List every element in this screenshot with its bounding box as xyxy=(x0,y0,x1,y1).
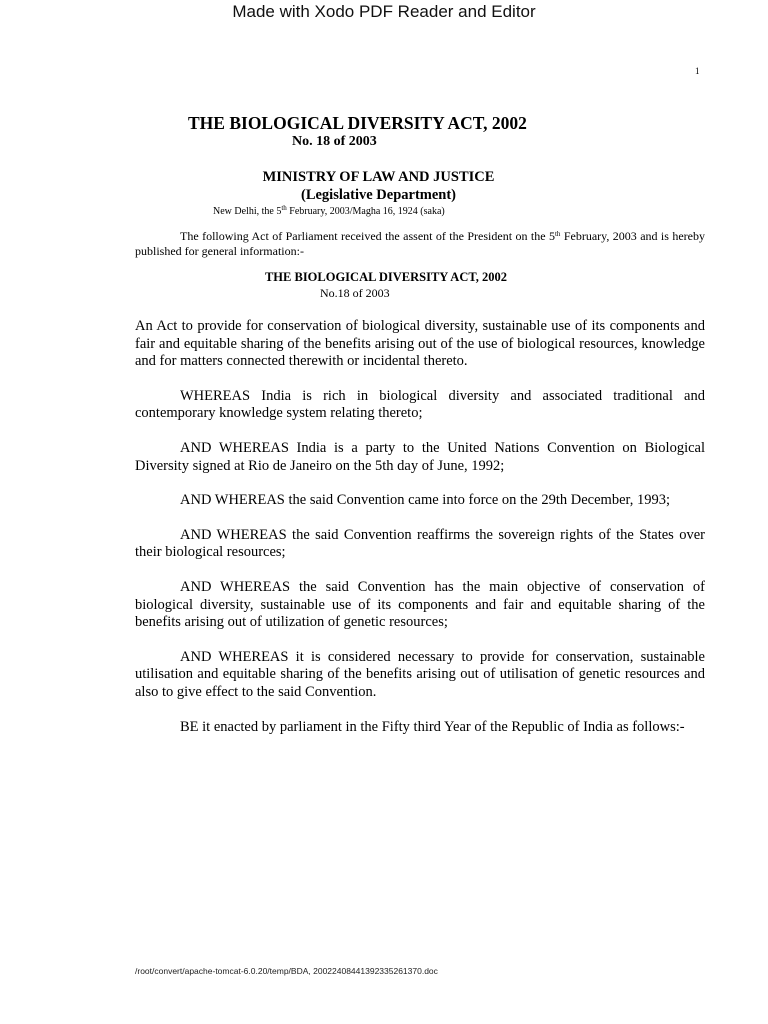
whereas-paragraph: AND WHEREAS the said Convention reaffirms the sovereign rights of the States over their biological resources; xyxy=(135,526,705,561)
dateline-sup: th xyxy=(281,204,287,212)
whereas-paragraph: AND WHEREAS it is considered necessary to provide for conservation, sustainable utilisation and equitable sharing of the benefits arising out of utilisation of genetic resources and also to give effect to the said Convention. xyxy=(135,648,705,700)
act-number: No. 18 of 2003 xyxy=(292,134,377,149)
dateline xyxy=(213,204,445,217)
intro-post: February, 2003 and is hereby published for general information:- xyxy=(135,229,705,258)
act-body xyxy=(135,318,705,753)
whereas-paragraph: AND WHEREAS the said Convention came into force on the 29th December, 1993; xyxy=(180,492,671,509)
department-heading: (Legislative Department) xyxy=(300,187,457,203)
page-number: 1 xyxy=(695,66,700,76)
intro-paragraph xyxy=(135,227,705,259)
ministry-heading: MINISTRY OF LAW AND JUSTICE xyxy=(262,169,495,185)
intro-pre: The following Act of Parliament received the assent of the President on the 5 xyxy=(180,229,555,243)
whereas-paragraph: AND WHEREAS India is a party to the United Nations Convention on Biological Diversity signed at Rio de Janeiro on the 5th day of June, 1992; xyxy=(135,439,705,474)
act-heading-title: THE BIOLOGICAL DIVERSITY ACT, 2002 xyxy=(264,270,508,284)
intro-sup: th xyxy=(554,230,561,238)
whereas-paragraph: AND WHEREAS the said Convention has the main objective of conservation of biological diversity, sustainable use of its components and fair and equitable sharing of the benefits arising out of utilization of genetic resources; xyxy=(135,578,705,631)
whereas-paragraph: WHEREAS India is rich in biological diversity and associated traditional and contemporary knowledge system relating thereto; xyxy=(135,387,705,422)
enactment-paragraph: BE it enacted by parliament in the Fifty third Year of the Republic of India as follows:- xyxy=(180,718,685,735)
act-heading-number: No.18 of 2003 xyxy=(320,286,390,300)
dateline-post: February, 2003/Magha 16, 1924 (saka) xyxy=(286,206,445,217)
dateline-pre: New Delhi, the 5 xyxy=(213,206,282,217)
watermark: Made with Xodo PDF Reader and Editor xyxy=(232,2,536,21)
preamble-paragraph: An Act to provide for conservation of biological diversity, sustainable use of its components and fair and equitable sharing of the benefits arising out of the use of biological resources, knowledge and for matters connected therewith or incidental thereto. xyxy=(135,318,705,370)
footer-file-path: /root/convert/apache-tomcat-6.0.20/temp/BDA, 2002240844139233526137​0.doc xyxy=(135,966,438,976)
document-title: THE BIOLOGICAL DIVERSITY ACT, 2002 xyxy=(188,113,527,133)
